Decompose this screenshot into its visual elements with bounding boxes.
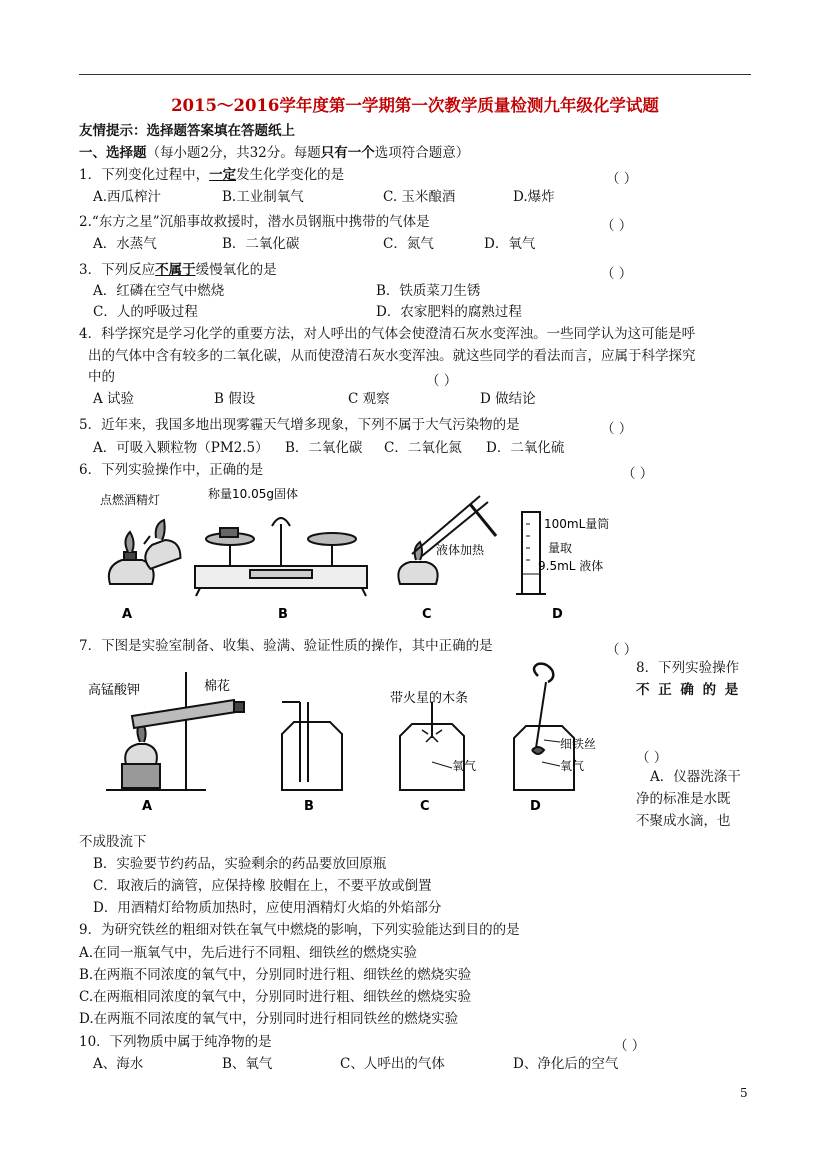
q2-stem: 2.“东方之星”沉船事故救援时，潜水员钢瓶中携带的气体是 <box>79 214 430 230</box>
q7-figure-a-label-1: 高锰酸钾 <box>88 683 141 698</box>
q6-figure-d-label-3: 9.5mL 液体 <box>538 559 604 573</box>
q7-stem: 7．下图是实验室制备、收集、验满、验证性质的操作，其中正确的是 <box>79 638 493 654</box>
q9-option-b: B.在两瓶不同浓度的氧气中，分别同时进行粗、细铁丝的燃烧实验 <box>79 967 472 983</box>
q7-figure-letter-d: D <box>530 799 541 814</box>
q2-option-c: C．氮气 <box>383 236 434 252</box>
q6-figure-b-label: 称量10.05g固体 <box>208 487 298 501</box>
q8-answer-paren: （ ） <box>636 750 668 766</box>
q2-option-b: B．二氧化碳 <box>222 236 300 252</box>
q6-answer-paren: （ ） <box>622 466 654 482</box>
q7-figure-letter-b: B <box>304 799 314 814</box>
header-rule <box>79 74 751 75</box>
q8-option-b: B．实验要节约药品，实验剩余的药品要放回原瓶 <box>93 856 387 872</box>
q7-figure-c-bottle <box>400 702 464 790</box>
section-desc-bold: 只有一个 <box>320 145 375 161</box>
q1-stem-bold: 一定 <box>209 167 237 183</box>
q7-answer-paren: （ ） <box>606 642 638 658</box>
section-desc-post: 选项符合题意） <box>374 145 470 161</box>
section-desc-pre: （每小题2分，共32分。每题 <box>146 145 321 161</box>
q8-option-a-3: 不聚成水滴，也 <box>636 813 731 829</box>
q8-stem-1: 8．下列实验操作 <box>636 660 740 676</box>
q1-option-b: B.工业制氧气 <box>222 189 304 205</box>
page-title: 2015～2016学年度第一学期第一次教学质量检测九年级化学试题 <box>171 96 659 115</box>
q5-option-a: A．可吸入颗粒物（PM2.5） <box>93 440 269 456</box>
q6-figure-d-label-2: 量取 <box>548 541 573 555</box>
q6-figure-a-lamps <box>109 520 182 584</box>
q1-option-a: A.西瓜榨汁 <box>93 189 162 205</box>
q7-figure-d-label-1: 细铁丝 <box>560 737 597 751</box>
q6-figure-d-label-1: 100mL量筒 <box>544 517 610 531</box>
q10-option-c: C、人呼出的气体 <box>340 1056 445 1072</box>
q1-option-c: C. 玉米酿酒 <box>383 189 456 205</box>
q3-stem-post: 缓慢氧化的是 <box>195 262 277 278</box>
section-title: 一、选择题 <box>79 145 147 161</box>
tip-text: 友情提示：选择题答案填在答题纸上 <box>79 123 295 139</box>
q9-option-d: D.在两瓶不同浓度的氧气中，分别同时进行相同铁丝的燃烧实验 <box>79 1011 459 1027</box>
q10-answer-paren: （ ） <box>614 1038 646 1054</box>
q6-figure-c-heating <box>398 496 496 584</box>
q6-figure <box>100 484 610 624</box>
q7-figure-letter-c: C <box>420 799 430 814</box>
q2-option-a: A．水蒸气 <box>93 236 157 252</box>
q7-figure-c-label-2: 氧气 <box>452 759 477 773</box>
q3-answer-paren: （ ） <box>601 266 633 282</box>
q4-option-a: A 试验 <box>93 391 135 407</box>
q10-option-a: A、海水 <box>93 1056 144 1072</box>
q3-option-b: B．铁质菜刀生锈 <box>376 283 481 299</box>
q6-figure-letter-c: C <box>422 607 432 622</box>
q8-option-a-4: 不成股流下 <box>79 834 147 850</box>
q7-figure-a-label-2: 棉花 <box>204 679 231 694</box>
q8-option-a-2: 净的标准是水既 <box>636 791 731 807</box>
q1-option-d: D.爆炸 <box>513 189 555 205</box>
q1-stem-pre: 1．下列变化过程中， <box>79 167 210 183</box>
page-number: 5 <box>740 1086 748 1100</box>
q3-stem-bold: 不属于 <box>155 262 196 278</box>
q2-option-d: D．氧气 <box>484 236 536 252</box>
q10-stem: 10．下列物质中属于纯净物的是 <box>79 1034 272 1050</box>
q6-figure-a-label: 点燃酒精灯 <box>100 493 161 507</box>
q8-option-d: D．用酒精灯给物质加热时，应使用酒精灯火焰的外焰部分 <box>93 900 442 916</box>
q7-figure <box>86 662 626 818</box>
q8-stem-2: 不 正 确 的 是 <box>636 682 741 698</box>
q2-answer-paren: （ ） <box>601 218 633 234</box>
q4-line-3: 中的 <box>88 369 115 385</box>
q4-option-b: B 假设 <box>214 391 256 407</box>
q7-figure-d-label-2: 氧气 <box>560 759 585 773</box>
q6-figure-b-balance <box>195 518 367 596</box>
q6-figure-letter-a: A <box>122 607 133 622</box>
q5-option-c: C．二氧化氮 <box>384 440 462 456</box>
q6-stem: 6．下列实验操作中，正确的是 <box>79 462 264 478</box>
q5-option-d: D．二氧化硫 <box>486 440 565 456</box>
q4-line-1: 4．科学探究是学习化学的重要方法，对人呼出的气体会使澄清石灰水变浑浊。一些同学认为这可能是呼 <box>79 326 696 342</box>
q5-stem: 5．近年来，我国多地出现雾霾天气增多现象，下列不属于大气污染物的是 <box>79 417 520 433</box>
q4-option-c: C 观察 <box>348 391 390 407</box>
q8-option-c: C．取液后的滴管，应保持橡 胶帽在上，不要平放或倒置 <box>93 878 432 894</box>
q3-option-a: A．红磷在空气中燃烧 <box>93 283 225 299</box>
q4-option-d: D 做结论 <box>480 391 536 407</box>
q4-line-2: 出的气体中含有较多的二氧化碳，从而使澄清石灰水变浑浊。就这些同学的看法而言，应属于科学探究 <box>88 348 696 364</box>
q1-stem-post: 发生化学变化的是 <box>236 167 345 183</box>
q1-stem <box>79 167 344 184</box>
q3-stem-pre: 3．下列反应 <box>79 262 156 278</box>
q9-option-a: A.在同一瓶氧气中，先后进行不同粗、细铁丝的燃烧实验 <box>79 945 418 961</box>
q3-stem <box>79 262 277 279</box>
q7-figure-c-label-1: 带火星的木条 <box>390 691 469 706</box>
q5-option-b: B．二氧化碳 <box>285 440 363 456</box>
q7-figure-b-bottle <box>282 702 342 790</box>
q3-option-d: D．农家肥料的腐熟过程 <box>376 304 522 320</box>
section-heading <box>79 145 469 162</box>
q4-answer-paren: （ ） <box>426 373 458 389</box>
q5-answer-paren: （ ） <box>601 421 633 437</box>
q10-option-d: D、净化后的空气 <box>513 1056 619 1072</box>
q6-figure-c-label: 液体加热 <box>436 543 485 557</box>
q3-option-c: C．人的呼吸过程 <box>93 304 198 320</box>
q8-option-a-1: A．仪器洗涤干 <box>650 769 741 785</box>
q9-option-c: C.在两瓶相同浓度的氧气中，分别同时进行粗、细铁丝的燃烧实验 <box>79 989 472 1005</box>
q7-figure-letter-a: A <box>142 799 153 814</box>
q6-figure-d-cylinder <box>516 512 546 594</box>
q6-figure-letter-d: D <box>552 607 563 622</box>
q6-figure-letter-b: B <box>278 607 288 622</box>
q9-stem: 9．为研究铁丝的粗细对铁在氧气中燃烧的影响，下列实验能达到目的的是 <box>79 922 520 938</box>
q1-answer-paren: （ ） <box>606 171 638 187</box>
q10-option-b: B、氧气 <box>222 1056 273 1072</box>
